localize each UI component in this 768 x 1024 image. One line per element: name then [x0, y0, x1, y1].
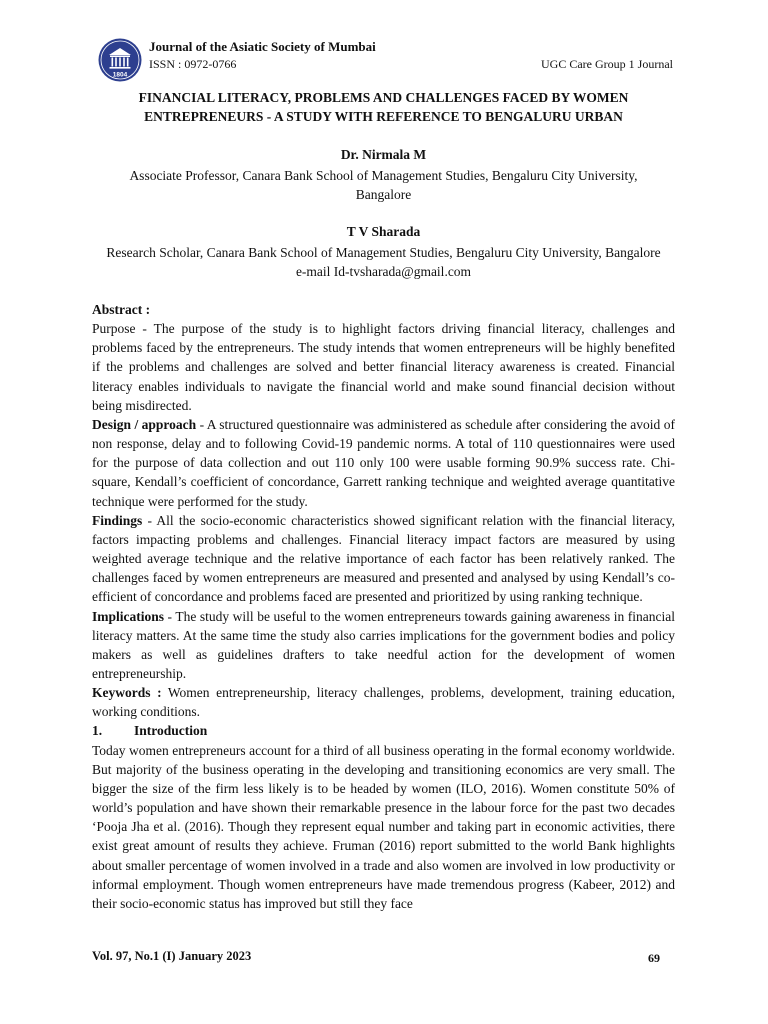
section-number: 1. — [92, 723, 103, 739]
abstract-implications — [92, 607, 675, 684]
footer-volume: Vol. 97, No.1 (I) January 2023 — [92, 949, 252, 963]
paper-title — [92, 88, 675, 126]
findings-label: Findings — [92, 512, 143, 528]
logo-year: 1804 — [112, 71, 128, 79]
author-name-2: T V Sharada — [346, 224, 421, 239]
paper-title-line1: FINANCIAL LITERACY, PROBLEMS AND CHALLENGES FACED BY WOMEN — [138, 90, 629, 105]
section-heading-introduction — [92, 721, 675, 740]
issn-number: ISSN : 0972-0766 — [149, 57, 237, 71]
author-affiliation-2: Research Scholar, Canara Bank School of Management Studies, Bengaluru City University, Bangalore — [106, 245, 661, 260]
findings-text: - All the socio-economic characteristics showed significant relation with the financial literacy, factors impacting problems and challenges. Financial literacy impact factors are measured by using weighted average technique and the relative importance of each factor has been relatively ranked. The challenges faced by women entrepreneurs are measured and presented and analysed by using Kendall’s co-efficient of concordance and problems faced are presented and prioritized by using ranking technique. — [92, 512, 675, 605]
author-email[interactable]: e-mail Id-tvsharada@gmail.com — [295, 264, 472, 279]
journal-header — [98, 38, 673, 83]
asiatic-society-logo-icon — [98, 38, 142, 82]
keywords-text: Women entrepreneurship, literacy challenges, problems, development, training education, working conditions. — [92, 685, 675, 720]
ugc-care-label: UGC Care Group 1 Journal — [541, 57, 673, 71]
design-text: - A structured questionnaire was administered as schedule after considering the avoid of non response, delay and to following Covid-19 pandemic norms. A total of 110 questionnaires were used for the purpose of data collection and out 110 only 100 were usable forming 90.9% success rate. Chi-square, Kendall’s coefficient of concordance, Garrett ranking technique and weighted average quantitative technique were performed for the study. — [92, 416, 675, 509]
implications-text: - The study will be useful to the women entrepreneurs towards gaining awareness in financial literacy matters. At the same time the study also carries implications for the government bodies and policy makers as well as guidelines drafters to take needful action for the development of women entrepreneurship. — [92, 608, 675, 681]
design-label: Design / approach — [92, 416, 197, 432]
introduction-text: Today women entrepreneurs account for a third of all business operating in the formal economy worldwide. But majority of the business operating in the developing and transitioning economics are very small. The bigger the size of the firm less likely is to be headed by women (ILO, 2016). Women constitute 50% of world’s population and have shown their remarkable presence in the labour force for the past two decades ‘Pooja Jha et al. (2016). Though they represent equal number and taking part in economic activities, there exist great amount of results they achieve. Fruman (2016) report submitted to the world Bank highlights about smaller percentage of women involved in a trade and also women are involved in low productivity or informal employment. Though women entrepreneurs have made tremendous progress (Kabeer, 2012) and their socio-economic status has improved but still they face — [92, 742, 675, 911]
author-affiliation-1b: Bangalore — [355, 187, 412, 202]
author-name-1: Dr. Nirmala M — [340, 147, 427, 162]
section-title: Introduction — [134, 723, 208, 739]
paper-title-line2: ENTREPRENEURS - A STUDY WITH REFERENCE TO BENGALURU URBAN — [144, 109, 623, 124]
footer-page-number: 69 — [648, 951, 660, 965]
abstract-keywords — [92, 683, 675, 721]
abstract-heading: Abstract : — [92, 302, 151, 317]
abstract-design — [92, 415, 675, 511]
paper-body — [92, 300, 675, 913]
journal-name: Journal of the Asiatic Society of Mumbai — [149, 39, 376, 54]
author-affiliation-1a: Associate Professor, Canara Bank School of Management Studies, Bengaluru City University, — [129, 168, 638, 183]
implications-label: Implications — [92, 608, 165, 624]
abstract-findings — [92, 511, 675, 607]
abstract-purpose: Purpose - The purpose of the study is to highlight factors driving financial literacy, challenges and problems faced by the entrepreneurs. The study intends that women entrepreneurs will be highly benefited if the problems and challenges are solved and better financial literacy awareness is created. Financial literacy enables individuals to navigate the financial world and make sound financial decision without being misdirected. — [92, 321, 675, 413]
keywords-label: Keywords : — [92, 685, 162, 701]
